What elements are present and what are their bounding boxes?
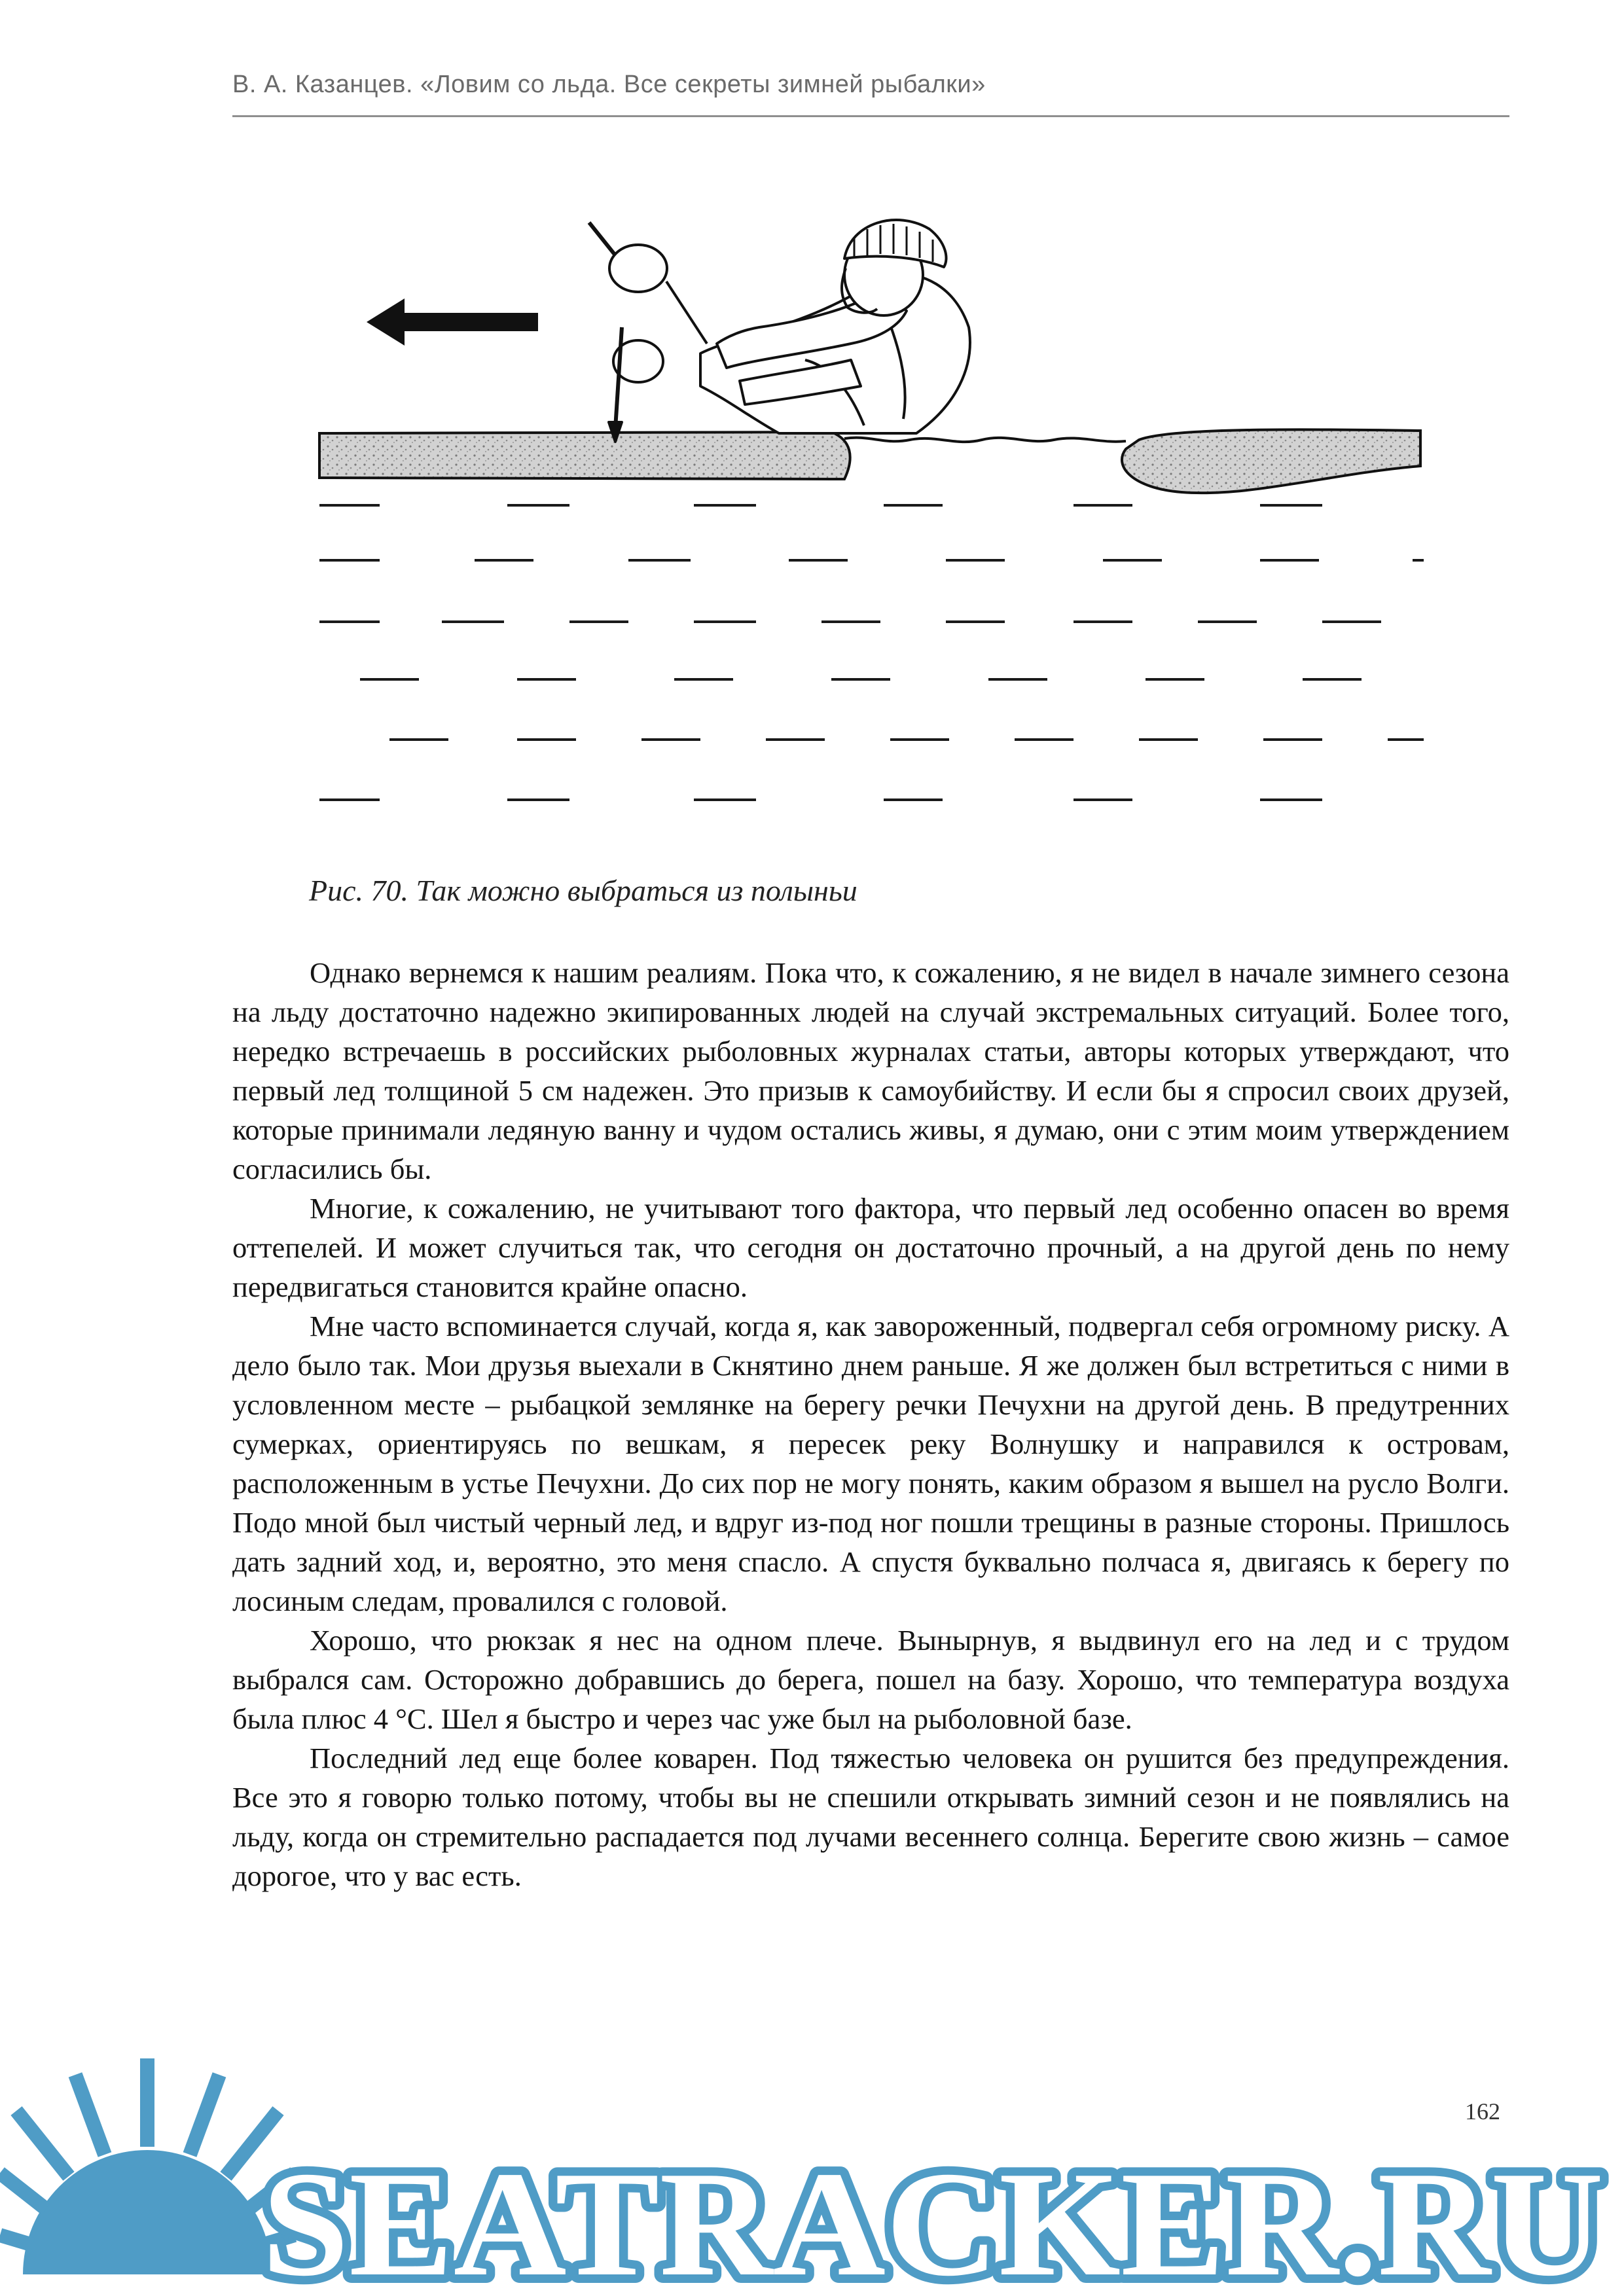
watermark xyxy=(0,2049,1624,2296)
paragraph: Последний лед еще более коварен. Под тяжестью человека он рушится без предупреждения. Все это я говорю только потому, чтобы вы не спешили открывать зимний сезон и не появлялись на льду, когда он стремительно распадается под лучами весеннего солнца. Берегите свою жизнь – самое дорогое, что у вас есть. xyxy=(232,1742,1509,1892)
ice-right xyxy=(1122,429,1420,493)
header-divider xyxy=(232,115,1509,117)
water-surface xyxy=(844,438,1126,442)
direction-arrow-icon xyxy=(367,298,538,346)
paragraph: Мне часто вспоминается случай, когда я, как завороженный, подвергал себя огромному риску. А дело было так. Мои друзья выехали в Скнятино днем раньше. Я же должен был встретиться с ними в условленном месте – рыбацкой землянке на берегу речки Печухни на другой день. В предутренних сумерках, ориентируясь по вешкам, я пересек реку Волнушку и направился к островам, расположенным в устье Печухни. До сих пор не могу понять, каким образом я вышел на русло Волги. Подо мной был чистый черный лед, и вдруг из-под ног пошли трещины в разные стороны. Пришлось дать задний ход, и, вероятно, это меня спасло. А спустя буквально полчаса я, двигаясь к берегу по лосиным следам, провалился с головой. xyxy=(232,1310,1509,1617)
figure-caption: Рис. 70. Так можно выбраться из полыньи xyxy=(309,874,857,907)
watermark-text: SEATRACKER.RU xyxy=(262,2140,1604,2296)
paragraph: Однако вернемся к нашим реалиям. Пока что, к сожалению, я не видел в начале зимнего сезона на льду достаточно надежно экипированных людей на случай экстремальных ситуаций. Более того, нередко встречаешь в российских рыболовных журналах статьи, авторы которых утверждают, что первый лед толщиной 5 см надежен. Это призыв к самоубийству. И если бы я спросил своих друзей, которые принимали ледяную ванну и чудом остались живы, я думаю, они с этим моим утверждением согласились бы. xyxy=(232,956,1509,1185)
page-number: 162 xyxy=(1465,2098,1500,2125)
running-header: В. А. Казанцев. «Ловим со льда. Все секреты зимней рыбалки» xyxy=(232,71,986,98)
paragraph: Многие, к сожалению, не учитывают того фактора, что первый лед особенно опасен во время оттепелей. И может случиться так, что сегодня он достаточно прочный, а на другой день по нему передвигаться становится крайне опасно. xyxy=(232,1192,1509,1303)
person-icon xyxy=(589,220,970,442)
sun-icon xyxy=(0,2058,295,2274)
figure-70 xyxy=(308,196,1434,825)
paragraph: Хорошо, что рюкзак я нес на одном плече. Вынырнув, я выдвинул его на лед и с трудом выбрался сам. Осторожно добравшись до берега, пошел на базу. Хорошо, что температура воздуха была плюс 4 °С. Шел я быстро и через час уже был на рыболовной базе. xyxy=(232,1624,1509,1735)
body-text xyxy=(232,953,1509,1895)
ice-left xyxy=(319,432,850,479)
water-pattern xyxy=(319,505,1424,800)
